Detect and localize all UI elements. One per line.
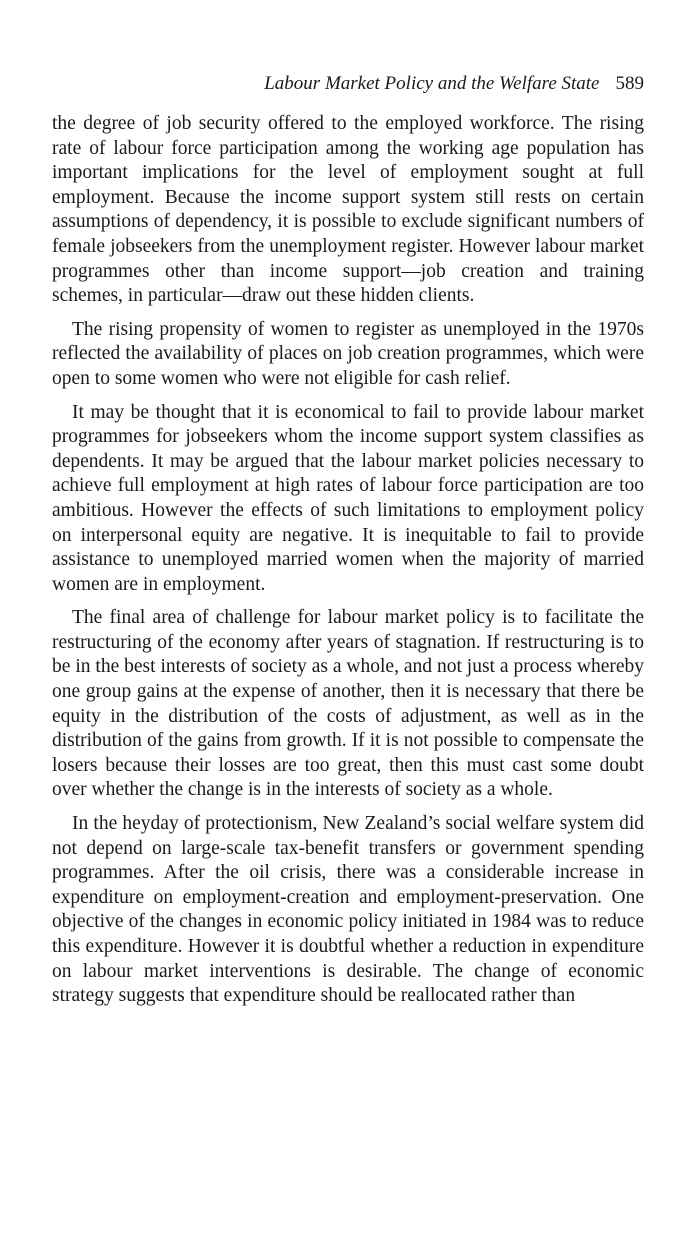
paragraph-5: In the heyday of protectionism, New Zealand’s social welfare system did not depend on large-scale tax-benefit transfers or government spending programmes. After the oil crisis, there was a considerable increase in expenditure on employment-creation and employment-preservation. One objective of the changes in economic policy initiated in 1984 was to reduce this expenditure. However it is doubtful whether a reduction in expenditure on labour market interventions is desirable. The change of economic strategy suggests that expenditure should be reallocated rather than — [52, 813, 644, 1007]
paragraph-1: the degree of job security offered to the employed workforce. The rising rate of labour force participation among the working age population has important implications for the level of employment sought at full employment. Because the income support system still rests on certain assumptions of dependency, it is possible to exclude significant numbers of female jobseekers from the unemployment register. However labour market programmes other than income support—job creation and training schemes, in particular—draw out these hidden clients. — [52, 113, 644, 307]
running-head — [52, 72, 644, 96]
running-title: Labour Market Policy and the Welfare State — [264, 73, 600, 94]
text-body — [52, 112, 644, 1009]
paragraph-3: It may be thought that it is economical to fail to provide labour market programmes for jobseekers whom the income support system classifies as dependents. It may be argued that the labour market policies necessary to achieve full employment at high rates of labour force participation are too ambitious. However the effects of such limitations to employment policy on interpersonal equity are negative. It is inequitable to fail to provide assistance to unemployed married women when the majority of married women are in employment. — [52, 401, 644, 595]
book-page — [52, 72, 644, 1018]
paragraph-2: The rising propensity of women to register as unemployed in the 1970s reflected the availability of places on job creation programmes, which were open to some women who were not eligible for cash relief. — [52, 318, 644, 389]
page-number: 589 — [615, 73, 644, 94]
paragraph-4: The final area of challenge for labour market policy is to facilitate the restructuring of the economy after years of stagnation. If restructuring is to be in the best interests of society as a whole, and not just a process whereby one group gains at the expense of another, then it is necessary that there be equity in the distribution of the costs of adjustment, as well as in the distribution of the gains from growth. If it is not possible to compensate the losers because their losses are too great, then this must cast some doubt over whether the change is in the interests of society as a whole. — [52, 607, 644, 801]
